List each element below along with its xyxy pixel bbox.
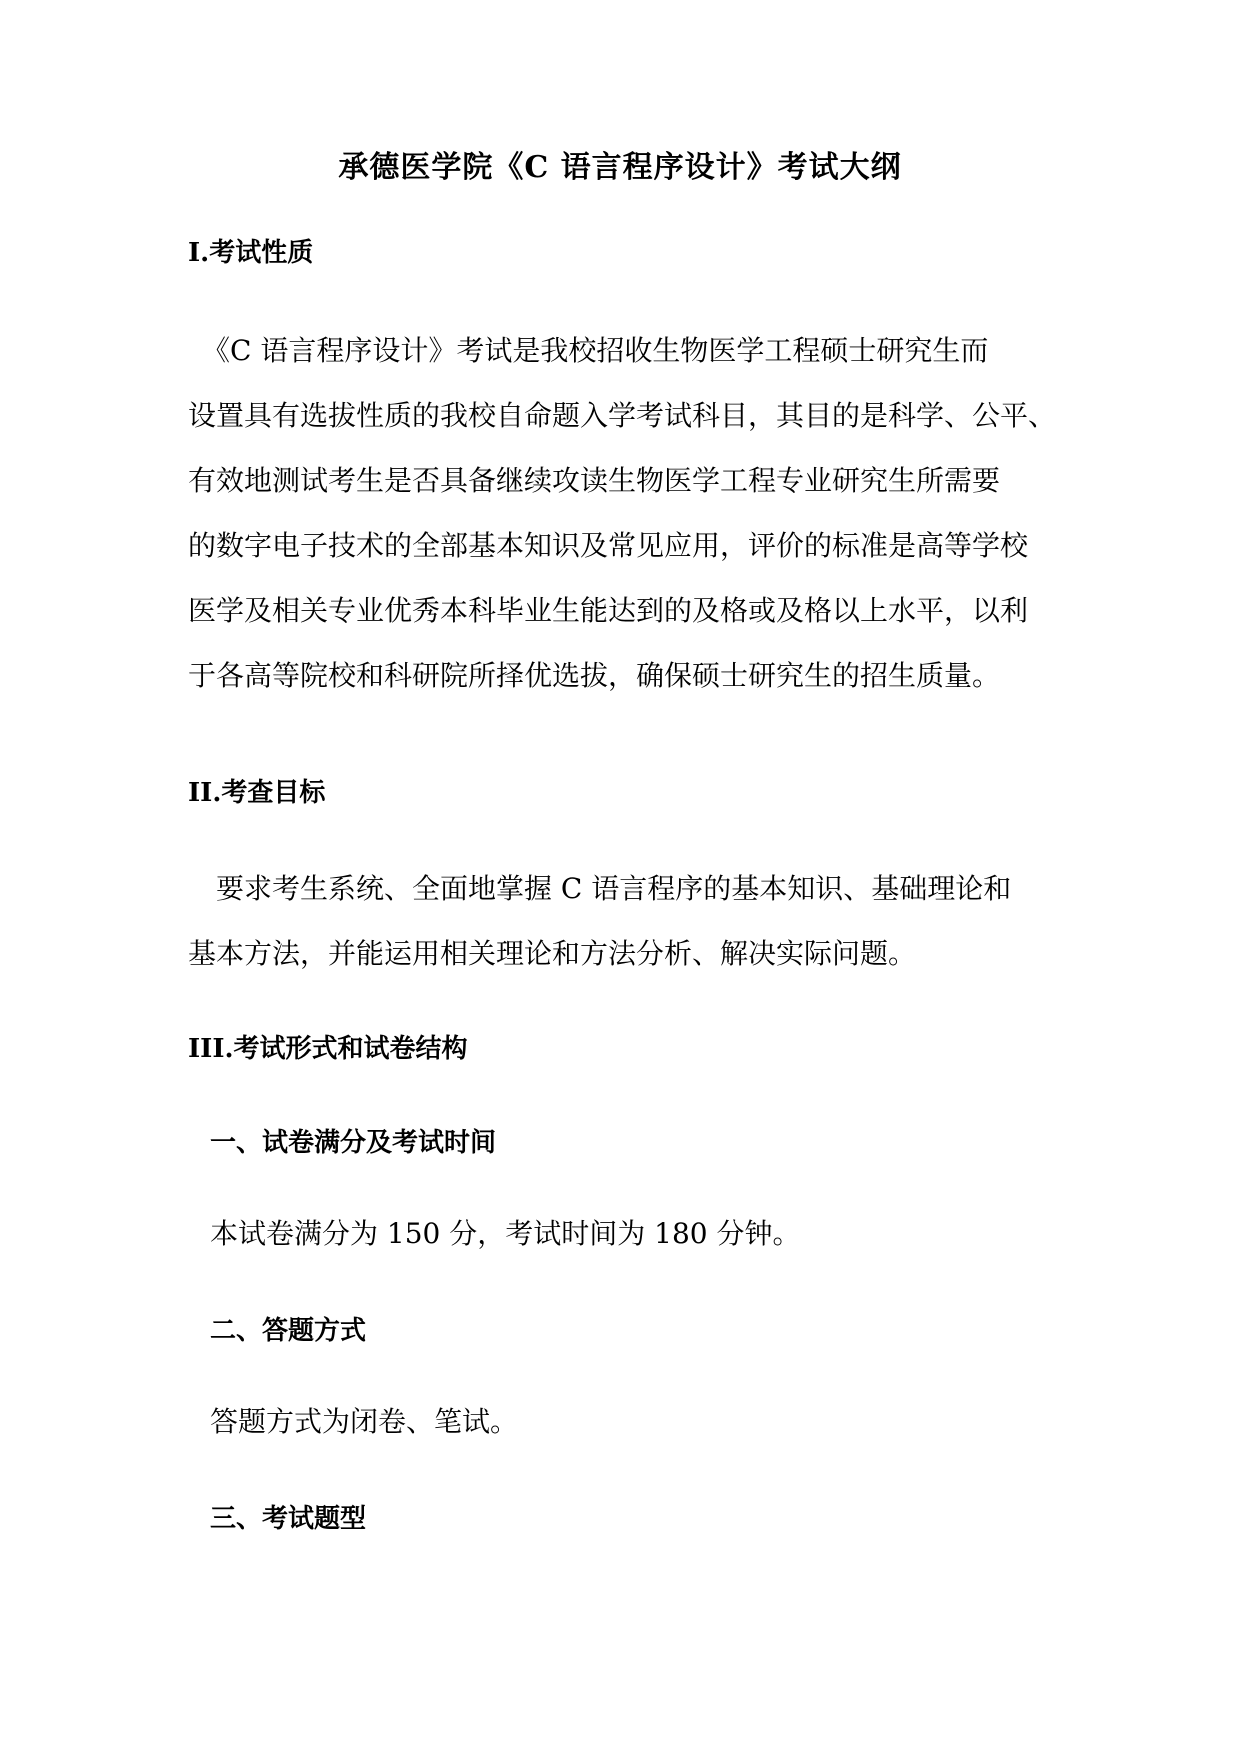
- subsection-body-score-time: 本试卷满分为 150 分，考试时间为 180 分钟。: [210, 1217, 801, 1250]
- paragraph-line: 医学及相关专业优秀本科毕业生能达到的及格或及格以上水平，以利: [188, 594, 1029, 627]
- paragraph-exam-nature: [188, 318, 1058, 708]
- paragraph-line: 有效地测试考生是否具备继续攻读生物医学工程专业研究生所需要: [188, 464, 1001, 497]
- paragraph-line: 的数字电子技术的全部基本知识及常见应用，评价的标准是高等学校: [188, 529, 1029, 562]
- subsection-body-answer-method: 答题方式为闭卷、笔试。: [210, 1405, 519, 1438]
- section-heading-exam-format: III.考试形式和试卷结构: [188, 1034, 468, 1064]
- section-heading-exam-objectives: II.考查目标: [188, 778, 326, 808]
- paragraph-line: 设置具有选拔性质的我校自命题入学考试科目，其目的是科学、公平、: [188, 399, 1057, 432]
- subsection-heading-answer-method: 二、答题方式: [210, 1316, 367, 1346]
- paragraph-line: 基本方法，并能运用相关理论和方法分析、解决实际问题。: [188, 937, 917, 970]
- subsection-heading-question-types: 三、考试题型: [210, 1504, 367, 1534]
- paragraph-exam-objectives: [188, 856, 1058, 986]
- paragraph-line: 要求考生系统、全面地掌握 C 语言程序的基本知识、基础理论和: [188, 872, 1012, 905]
- paragraph-line: 于各高等院校和科研院所择优选拔，确保硕士研究生的招生质量。: [188, 659, 1001, 692]
- document-title: 承德医学院《C 语言程序设计》考试大纲: [338, 150, 902, 185]
- paragraph-line: 《C 语言程序设计》考试是我校招收生物医学工程硕士研究生而: [188, 334, 989, 367]
- subsection-heading-score-time: 一、试卷满分及考试时间: [210, 1128, 497, 1158]
- section-heading-exam-nature: I.考试性质: [188, 238, 314, 268]
